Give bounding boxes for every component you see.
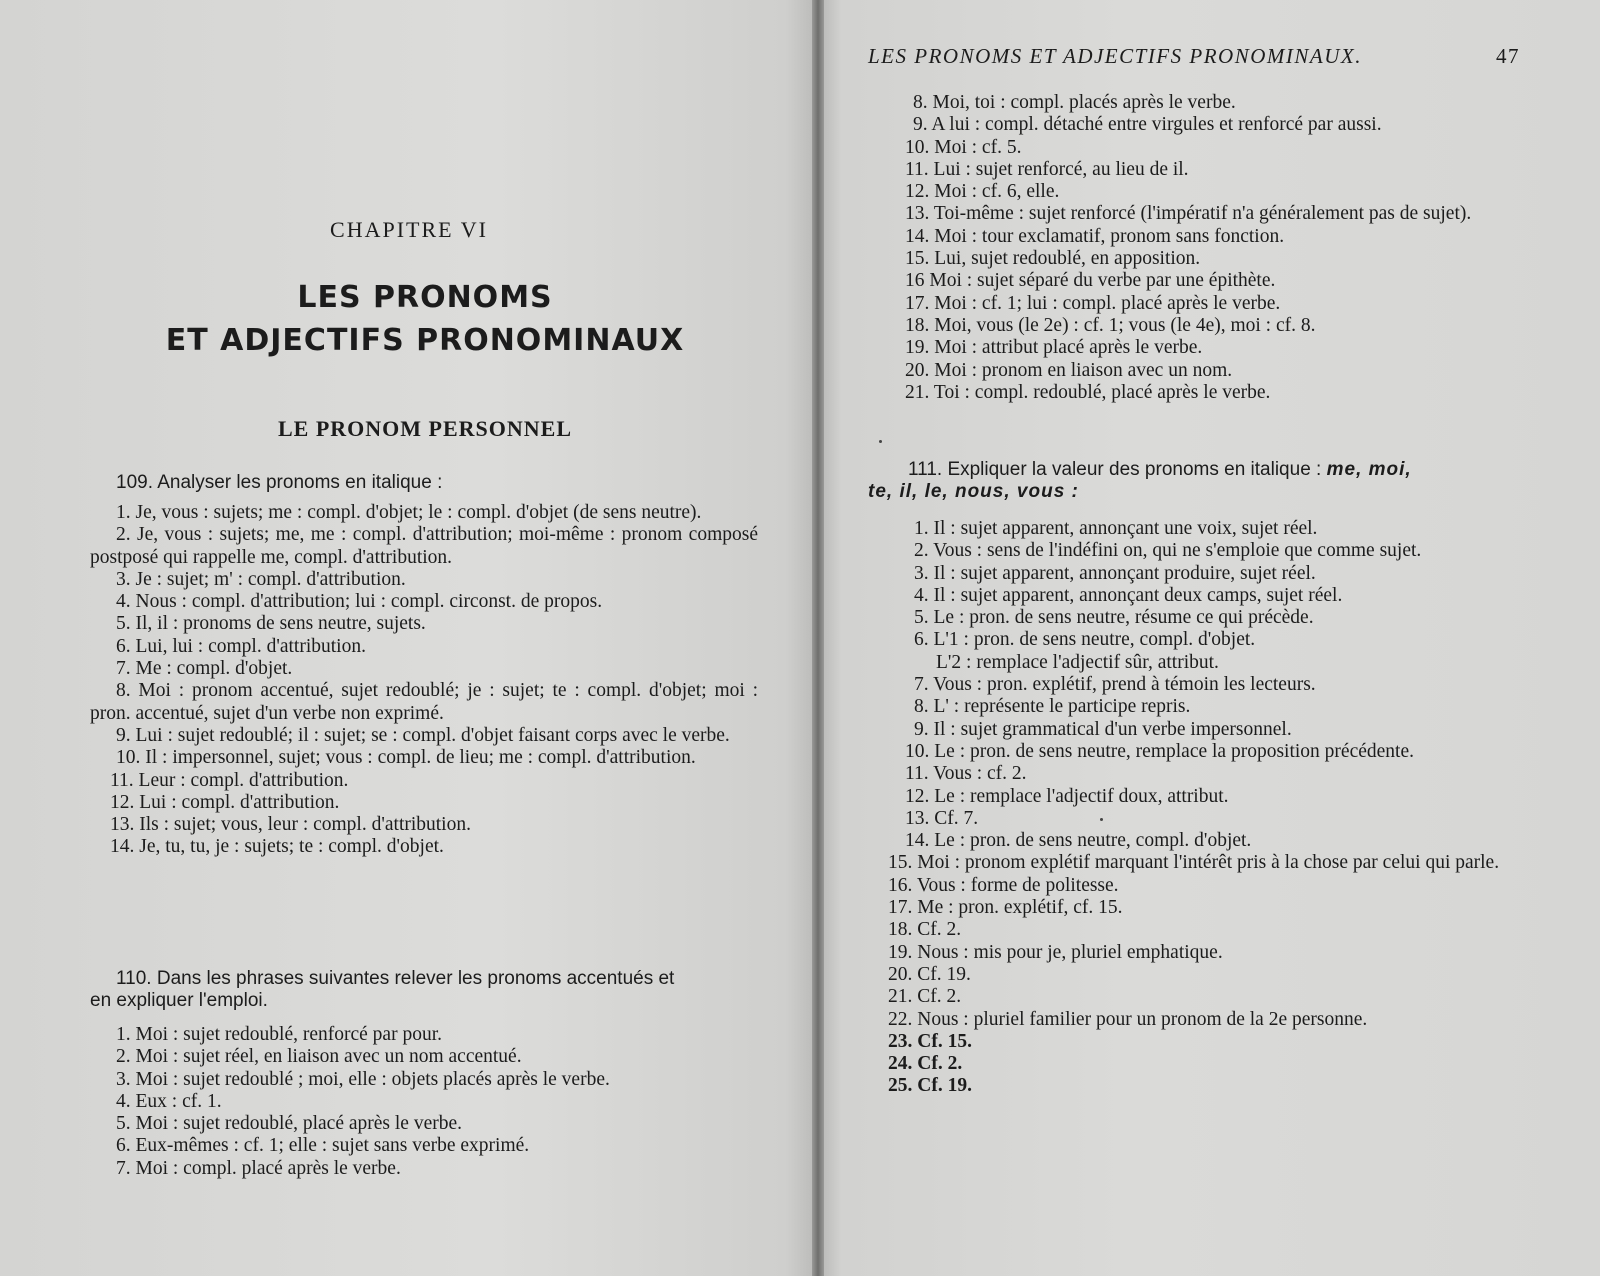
answer-item <box>868 852 1520 874</box>
exercise-111-heading-line-1 <box>868 459 1520 481</box>
answer-110-8: 8. Moi, toi : compl. placés après le verbe. <box>913 92 1236 113</box>
answer-110-14: 14. Moi : tour exclamatif, pronom sans fonction. <box>905 225 1285 247</box>
answer-110-3: 3. Moi : sujet redoublé ; moi, elle : objets placés après le verbe. <box>116 1068 610 1090</box>
chapter-title-line-1: LES PRONOMS <box>297 280 553 315</box>
chapter-label: CHAPITRE VI <box>330 217 488 242</box>
answer-111-20: 20. Cf. 19. <box>888 963 971 985</box>
answer-item <box>90 680 758 725</box>
answer-110-18: 18. Moi, vous (le 2e) : cf. 1; vous (le 4e), moi : cf. 8. <box>905 314 1316 336</box>
answer-110-10: 10. Moi : cf. 5. <box>905 136 1022 158</box>
answer-109-4: 4. Nous : compl. d'attribution; lui : compl. circonst. de propos. <box>116 591 603 613</box>
section-heading: LE PRONOM PERSONNEL <box>277 416 573 441</box>
exercise-110-heading <box>90 968 758 1012</box>
answer-110-19: 19. Moi : attribut placé après le verbe. <box>905 337 1203 359</box>
answer-111-7: 7. Vous : pron. explétif, prend à témoin les lecteurs. <box>914 674 1316 696</box>
answer-109-8: 8. Moi : pronom accentué, sujet redoublé; je : sujet; te : compl. d'objet; moi : pron. accentué, sujet d'un verbe non exprimé. <box>90 680 758 724</box>
answer-item <box>868 203 1520 225</box>
answer-111-2: 2. Vous : sens de l'indéfini on, qui ne s'emploie que comme sujet. <box>914 540 1422 562</box>
answer-110-21: 21. Toi : compl. redoublé, placé après le verbe. <box>905 381 1271 403</box>
answer-110-11: 11. Lui : sujet renforcé, au lieu de il. <box>905 158 1189 180</box>
answer-110-1: 1. Moi : sujet redoublé, renforcé par pour. <box>116 1024 442 1045</box>
exercise-110-heading-line-1: 110. Dans les phrases suivantes relever les pronoms accentués et <box>116 968 675 989</box>
exercise-110-answers <box>116 1024 756 1180</box>
ink-speck <box>1100 818 1103 821</box>
answer-110-17: 17. Moi : cf. 1; lui : compl. placé après le verbe. <box>905 292 1281 314</box>
running-head <box>868 44 1520 69</box>
answer-110-5: 5. Moi : sujet redoublé, placé après le verbe. <box>116 1113 463 1135</box>
answer-111-18: 18. Cf. 2. <box>888 919 962 941</box>
answer-111-22: 22. Nous : pluriel familier pour un pronom de la 2e personne. <box>888 1008 1368 1030</box>
answer-111-6b: L'2 : remplace l'adjectif sûr, attribut. <box>936 651 1219 673</box>
answer-item <box>90 725 758 747</box>
answer-109-11: 11. Leur : compl. d'attribution. <box>110 769 349 791</box>
answer-110-12: 12. Moi : cf. 6, elle. <box>905 181 1060 203</box>
exercise-111-pronouns-a: me, moi, <box>1326 459 1412 480</box>
answer-109-13: 13. Ils : sujet; vous, leur : compl. d'attribution. <box>110 814 471 836</box>
answer-111-14: 14. Le : pron. de sens neutre, compl. d'objet. <box>905 830 1252 852</box>
answer-109-9: 9. Lui : sujet redoublé; il : sujet; se : compl. d'objet faisant corps avec le verbe. <box>116 724 730 746</box>
chapter-title-line-2: ET ADJECTIFS PRONOMINAUX <box>165 323 685 358</box>
exercise-110-answers-continued <box>885 92 1520 404</box>
answer-110-6: 6. Eux-mêmes : cf. 1; elle : sujet sans verbe exprimé. <box>116 1135 530 1157</box>
answer-109-3: 3. Je : sujet; m' : compl. d'attribution. <box>116 568 406 590</box>
ink-speck <box>879 440 882 443</box>
running-head-title: LES PRONOMS ET ADJECTIFS PRONOMINAUX. <box>868 44 1362 68</box>
page-number: 47 <box>1496 44 1520 68</box>
answer-110-4: 4. Eux : cf. 1. <box>116 1090 222 1112</box>
answer-109-2: 2. Je, vous : sujets; me, me : compl. d'attribution; moi-même : pronom composé postposé qui rappelle me, compl. d'attribution. <box>90 524 758 568</box>
exercise-111-heading-text: 111. Expliquer la valeur des pronoms en italique : <box>908 459 1322 480</box>
answer-111-4: 4. Il : sujet apparent, annonçant deux camps, sujet réel. <box>914 584 1343 606</box>
answer-111-5: 5. Le : pron. de sens neutre, résume ce qui précède. <box>914 607 1314 629</box>
answer-109-12: 12. Lui : compl. d'attribution. <box>110 791 340 813</box>
answer-111-9: 9. Il : sujet grammatical d'un verbe impersonnel. <box>914 718 1292 740</box>
answer-111-15: 15. Moi : pronom explétif marquant l'intérêt pris à la chose par celui qui parle. <box>888 852 1500 874</box>
answer-110-13: 13. Toi-même : sujet renforcé (l'impératif n'a généralement pas de sujet). <box>905 203 1472 225</box>
answer-111-8: 8. L' : représente le participe repris. <box>914 696 1191 718</box>
answer-item <box>90 747 758 769</box>
answer-111-12: 12. Le : remplace l'adjectif doux, attribut. <box>905 785 1229 807</box>
answer-110-2: 2. Moi : sujet réel, en liaison avec un nom accentué. <box>116 1046 522 1068</box>
chapter-title <box>0 276 850 362</box>
answer-111-10: 10. Le : pron. de sens neutre, remplace la proposition précédente. <box>905 740 1414 762</box>
answer-110-16: 16 Moi : sujet séparé du verbe par une épithète. <box>905 270 1276 292</box>
answer-109-14: 14. Je, tu, tu, je : sujets; te : compl. d'objet. <box>110 836 444 858</box>
exercise-109-heading: 109. Analyser les pronoms en italique : <box>116 472 443 493</box>
answer-item <box>90 502 758 524</box>
answer-109-5: 5. Il, il : pronoms de sens neutre, sujets. <box>116 613 426 635</box>
answer-109-1: 1. Je, vous : sujets; me : compl. d'objet; le : compl. d'objet (de sens neutre). <box>116 502 702 523</box>
answer-111-16: 16. Vous : forme de politesse. <box>888 874 1119 896</box>
exercise-111-pronouns-b: te, il, le, nous, vous : <box>868 481 1079 502</box>
answer-111-25: 25. Cf. 19. <box>888 1075 972 1097</box>
answer-item <box>90 524 758 569</box>
exercise-109-answers <box>90 502 758 859</box>
exercise-110-heading-line-2: en expliquer l'emploi. <box>90 990 268 1011</box>
answer-110-15: 15. Lui, sujet redoublé, en apposition. <box>905 248 1201 270</box>
exercise-111-answers <box>868 518 1520 1098</box>
answer-111-24: 24. Cf. 2. <box>888 1053 963 1075</box>
answer-111-3: 3. Il : sujet apparent, annonçant produire, sujet réel. <box>914 562 1316 584</box>
answer-109-7: 7. Me : compl. d'objet. <box>116 658 293 680</box>
answer-110-9: 9. A lui : compl. détaché entre virgules et renforcé par aussi. <box>913 114 1382 136</box>
answer-111-1: 1. Il : sujet apparent, annonçant une voix, sujet réel. <box>914 518 1318 539</box>
book-gutter <box>812 0 824 1276</box>
answer-111-17: 17. Me : pron. explétif, cf. 15. <box>888 897 1123 919</box>
answer-111-13: 13. Cf. 7. <box>905 807 979 829</box>
answer-111-21: 21. Cf. 2. <box>888 986 962 1008</box>
answer-111-19: 19. Nous : mis pour je, pluriel emphatique. <box>888 941 1223 963</box>
exercise-111-heading <box>868 459 1520 503</box>
answer-109-10: 10. Il : impersonnel, sujet; vous : compl. de lieu; me : compl. d'attribution. <box>116 747 696 769</box>
answer-111-23: 23. Cf. 15. <box>888 1030 972 1052</box>
answer-111-11: 11. Vous : cf. 2. <box>905 763 1027 785</box>
answer-110-20: 20. Moi : pronom en liaison avec un nom. <box>905 359 1233 381</box>
answer-111-6: 6. L'1 : pron. de sens neutre, compl. d'objet. <box>914 629 1256 651</box>
answer-110-7: 7. Moi : compl. placé après le verbe. <box>116 1157 401 1179</box>
answer-109-6: 6. Lui, lui : compl. d'attribution. <box>116 635 366 657</box>
exercise-111-heading-line-2 <box>868 481 1520 503</box>
